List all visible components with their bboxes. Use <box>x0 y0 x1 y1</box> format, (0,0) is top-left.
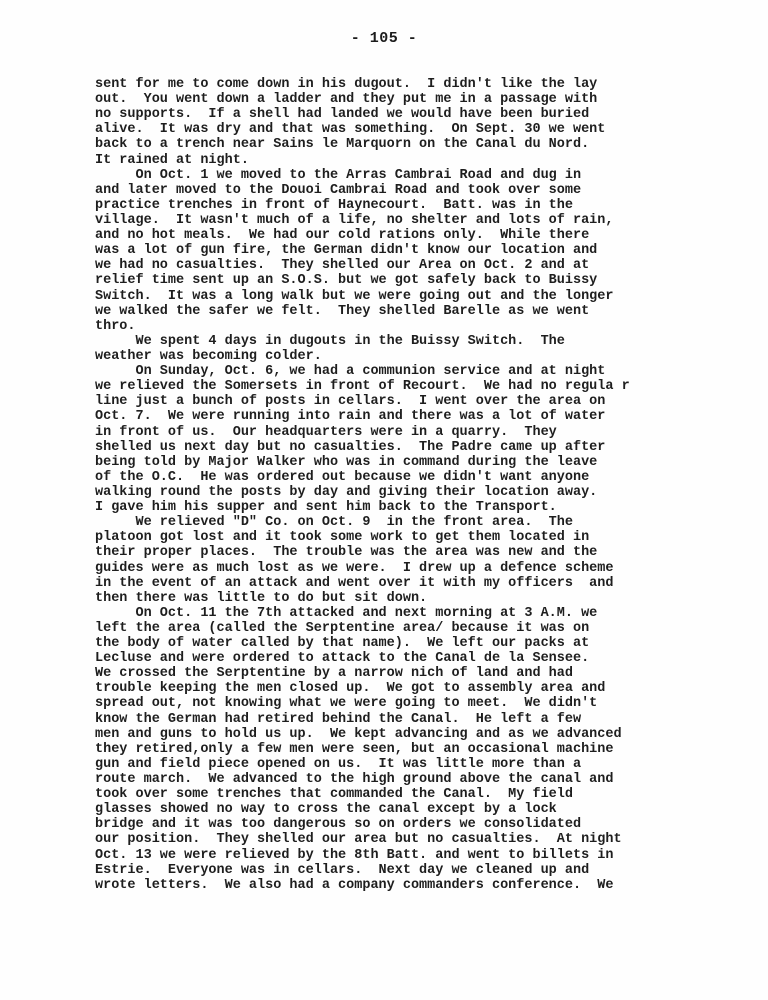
text-line: we walked the safer we felt. They shelled Barelle as we went <box>95 303 590 319</box>
text-line: left the area (called the Serptentine area/ because it was on <box>95 620 590 636</box>
text-line: It rained at night. <box>95 152 249 168</box>
text-line: We crossed the Serptentine by a narrow nich of land and had <box>95 666 573 682</box>
text-line: Oct. 13 we were relieved by the 8th Batt. and went to billets in <box>95 847 614 863</box>
text-line: wrote letters. We also had a company commanders conference. We <box>95 877 614 893</box>
page-number: - 105 - <box>350 30 418 47</box>
text-line: On Sunday, Oct. 6, we had a communion service and at night <box>95 364 606 380</box>
text-line: practice trenches in front of Haynecourt. Batt. was in the <box>95 197 573 213</box>
text-line: sent for me to come down in his dugout. I didn't like the lay <box>95 77 598 92</box>
text-line: route march. We advanced to the high ground above the canal and <box>95 772 614 788</box>
text-line: men and guns to hold us up. We kept advancing and as we advanced <box>95 726 622 742</box>
text-line: and no hot meals. We had our cold rations only. While there <box>95 228 590 244</box>
text-line: village. It wasn't much of a life, no shelter and lots of rain, <box>95 212 614 228</box>
text-line: bridge and it was too dangerous so on orders we consolidated <box>95 817 582 833</box>
text-line: was a lot of gun fire, the German didn't know our location and <box>95 243 598 259</box>
text-line: in front of us. Our headquarters were in a quarry. They <box>95 424 557 440</box>
text-line: Switch. It was a long walk but we were going out and the longer <box>95 288 614 304</box>
text-line: Lecluse and were ordered to attack to the Canal de la Sensee. <box>95 651 590 667</box>
text-line: On Oct. 11 the 7th attacked and next morning at 3 A.M. we <box>95 605 598 621</box>
text-line: weather was becoming colder. <box>95 348 322 364</box>
text-line: relief time sent up an S.O.S. but we got safely back to Buissy <box>95 273 598 289</box>
text-line: we had no casualties. They shelled our Area on Oct. 2 and at <box>95 258 590 274</box>
text-line: in the event of an attack and went over it with my officers and <box>95 575 614 591</box>
text-line: walking round the posts by day and giving their location away. <box>95 484 598 500</box>
text-line: We spent 4 days in dugouts in the Buissy Switch. The <box>95 333 565 349</box>
text-line: glasses showed no way to cross the canal except by a lock <box>95 802 557 818</box>
text-line: the body of water called by that name). We left our packs at <box>95 636 590 652</box>
text-line: then there was little to do but sit down. <box>95 590 428 606</box>
body-text <box>95 77 735 893</box>
text-line: no supports. If a shell had landed we would have been buried <box>95 107 590 123</box>
text-line: and later moved to the Douoi Cambrai Road and took over some <box>95 182 582 198</box>
text-line: shelled us next day but no casualties. The Padre came up after <box>95 439 606 455</box>
text-line: alive. It was dry and that was something. On Sept. 30 we went <box>95 122 606 138</box>
text-line: our position. They shelled our area but no casualties. At night <box>95 832 622 848</box>
text-line: trouble keeping the men closed up. We got to assembly area and <box>95 681 606 697</box>
text-line: line just a bunch of posts in cellars. I went over the area on <box>95 394 606 410</box>
text-line: back to a trench near Sains le Marquorn on the Canal du Nord. <box>95 137 590 153</box>
text-line: being told by Major Walker who was in command during the leave <box>95 454 598 470</box>
text-line: We relieved "D" Co. on Oct. 9 in the front area. The <box>95 515 573 531</box>
text-line: I gave him his supper and sent him back to the Transport. <box>95 500 557 516</box>
text-line: platoon got lost and it took some work to get them located in <box>95 530 590 546</box>
text-line: thro. <box>95 318 136 334</box>
text-line: Oct. 7. We were running into rain and there was a lot of water <box>95 409 606 425</box>
text-line: gun and field piece opened on us. It was little more than a <box>95 756 582 772</box>
text-line: spread out, not knowing what we were going to meet. We didn't <box>95 696 598 712</box>
text-line: they retired,only a few men were seen, but an occasional machine <box>95 741 614 757</box>
text-line: On Oct. 1 we moved to the Arras Cambrai Road and dug in <box>95 167 582 183</box>
text-line: took over some trenches that commanded the Canal. My field <box>95 787 573 803</box>
text-line: we relieved the Somersets in front of Recourt. We had no regula r <box>95 379 630 395</box>
text-line: know the German had retired behind the Canal. He left a few <box>95 711 582 727</box>
text-line: their proper places. The trouble was the area was new and the <box>95 545 598 561</box>
text-line: out. You went down a ladder and they put me in a passage with <box>95 92 598 108</box>
text-line: Estrie. Everyone was in cellars. Next day we cleaned up and <box>95 862 590 878</box>
text-line: guides were as much lost as we were. I drew up a defence scheme <box>95 560 614 576</box>
text-line: of the O.C. He was ordered out because we didn't want anyone <box>95 469 590 485</box>
